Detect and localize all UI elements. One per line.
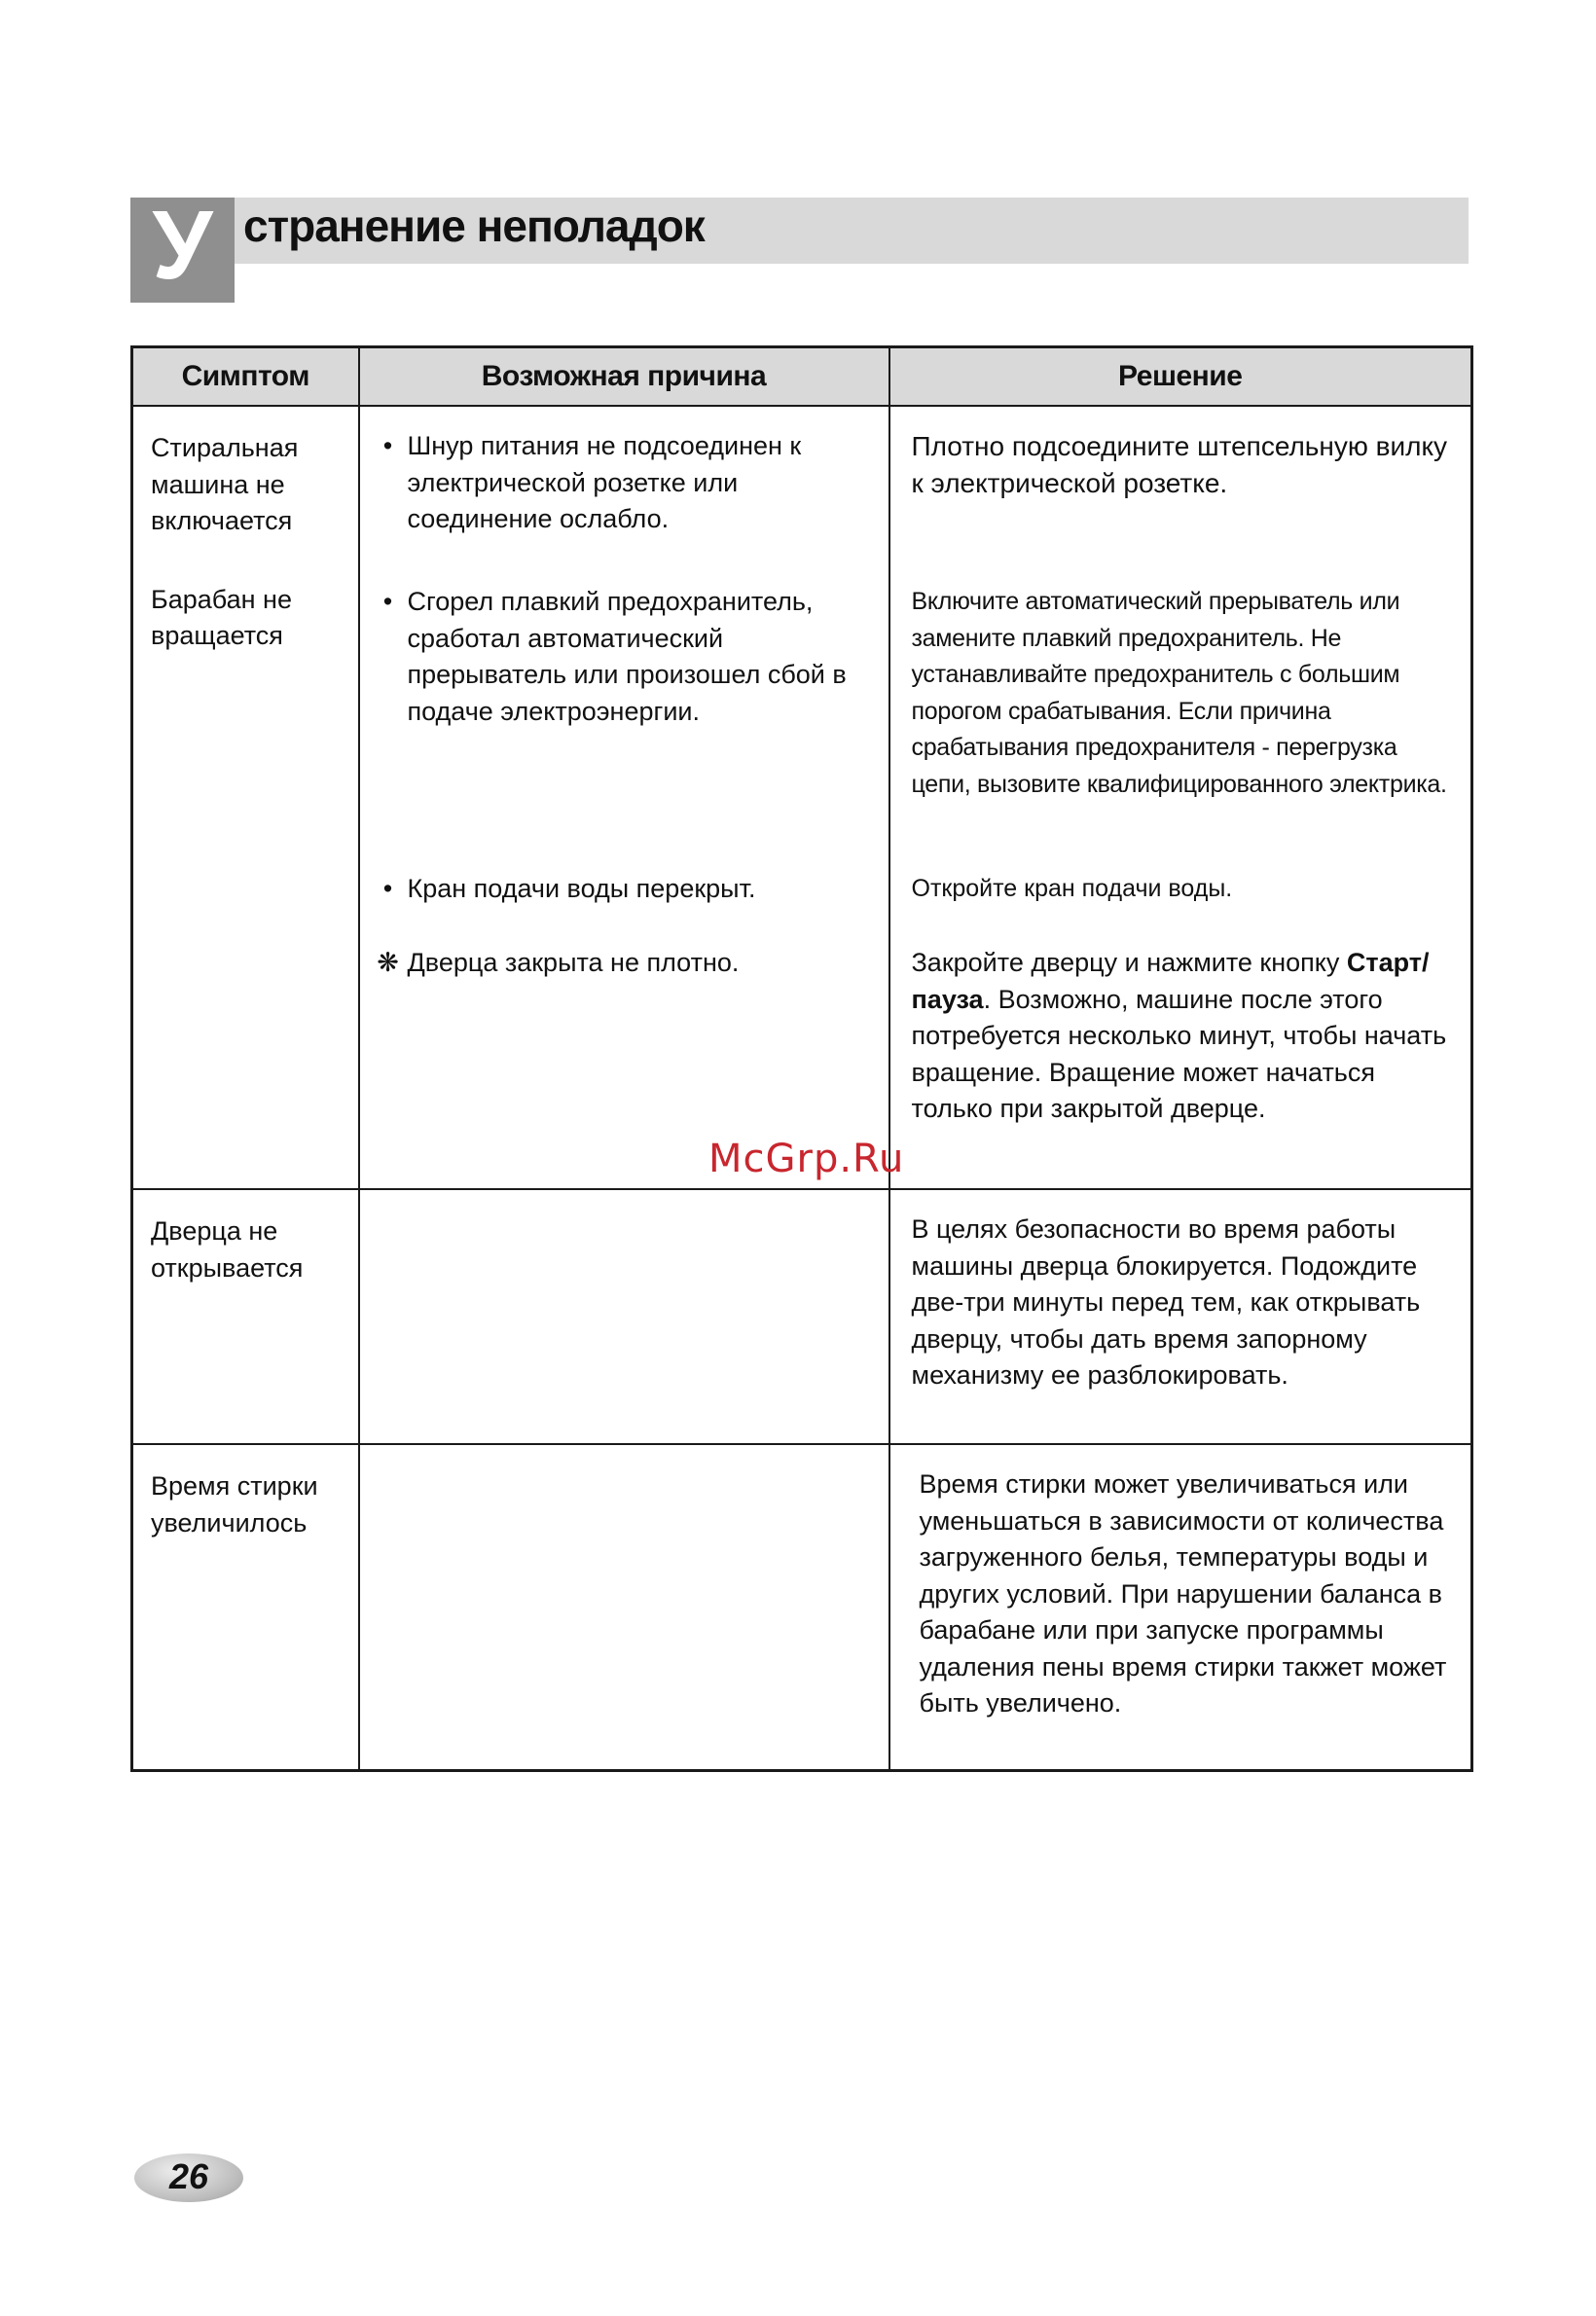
- page-number: 26: [168, 2156, 209, 2196]
- header-cause: Возможная причина: [359, 347, 889, 407]
- troubleshooting-table: [130, 345, 1473, 1772]
- symptom-wash-time-increased: Время стирки увеличилось: [151, 1471, 318, 1538]
- cause-item: [374, 945, 877, 982]
- solution-text: Плотно подсоедините штепсельную вилку к электрической розетке.: [911, 431, 1448, 498]
- symptom-cell: [132, 1444, 359, 1770]
- cause-text: Кран подачи воды перекрыт.: [407, 874, 756, 903]
- cause-cell: [359, 1444, 889, 1770]
- cause-cell: [359, 1189, 889, 1444]
- solution-text: Откройте кран подачи воды.: [911, 875, 1233, 902]
- bullet-dot-icon: •: [382, 874, 393, 903]
- solution-cell: [889, 1444, 1472, 1770]
- symptom-no-power: Стиральная машина не включается: [151, 433, 299, 535]
- bullet-dot-icon: •: [382, 431, 393, 460]
- cause-text: Дверца закрыта не плотно.: [407, 948, 740, 977]
- solution-text: Время стирки может увеличиваться или уменьшаться в зависимости от количества загруженного белья, температуры воды и других условий. При нарушении баланса в барабане или при запуске программы удаления пены время стирки такжет может быть увеличено.: [919, 1469, 1447, 1718]
- symptom-cell: [132, 1189, 359, 1444]
- cause-text: Шнур питания не подсоединен к электрической розетке или соединение ослабло.: [407, 431, 802, 533]
- page-title: странение неполадок: [243, 200, 705, 251]
- solution-cell: [889, 406, 1472, 1189]
- solution-text-start-pause: [912, 945, 1462, 1128]
- cause-item: [374, 428, 877, 584]
- cause-item: [374, 584, 877, 871]
- watermark: McGrp.Ru: [708, 1137, 905, 1181]
- table-row: [132, 1189, 1472, 1444]
- solution-text: Включите автоматический прерыватель или замените плавкий предохранитель. Не устанавливайте предохранитель с большим порогом срабатывания. Если причина срабатывания предохранителя - перегрузка цепи, вызовите квалифицированного электрика.: [911, 588, 1447, 798]
- bullet-dot-icon: •: [382, 587, 393, 616]
- cause-item: [374, 871, 877, 945]
- header-solution: Решение: [889, 347, 1472, 407]
- title-initial-letter: У: [152, 191, 213, 300]
- solution-text: Закройте дверцу и нажмите кнопку: [911, 948, 1340, 977]
- cause-text: Сгорел плавкий предохранитель, сработал автоматический прерыватель или произошел сбой в подаче электроэнергии.: [407, 587, 847, 726]
- solution-text: . Возможно, машине после этого потребуется несколько минут, чтобы начать вращение. Вращение может начаться только при закрытой дверце.: [911, 984, 1447, 1123]
- symptom-drum-not-spinning: Барабан не вращается: [151, 584, 292, 650]
- cause-cell: [359, 406, 889, 1189]
- asterisk-icon: ❋: [377, 948, 399, 977]
- table-row: [132, 1444, 1472, 1770]
- solution-text: В целях безопасности во время работы машины дверца блокируется. Подождите две-три минуты перед тем, как открывать дверцу, чтобы дать время запорному механизму ее разблокировать.: [911, 1214, 1421, 1390]
- symptom-cell: [132, 406, 359, 1189]
- start-pause-label: Старт/пауза: [911, 948, 1430, 1014]
- solution-cell: [889, 1189, 1472, 1444]
- table-row: [132, 406, 1472, 1189]
- table-header-row: [132, 347, 1472, 407]
- symptom-door-not-opening: Дверца не открывается: [151, 1216, 304, 1283]
- header-symptom: Симптом: [132, 347, 359, 407]
